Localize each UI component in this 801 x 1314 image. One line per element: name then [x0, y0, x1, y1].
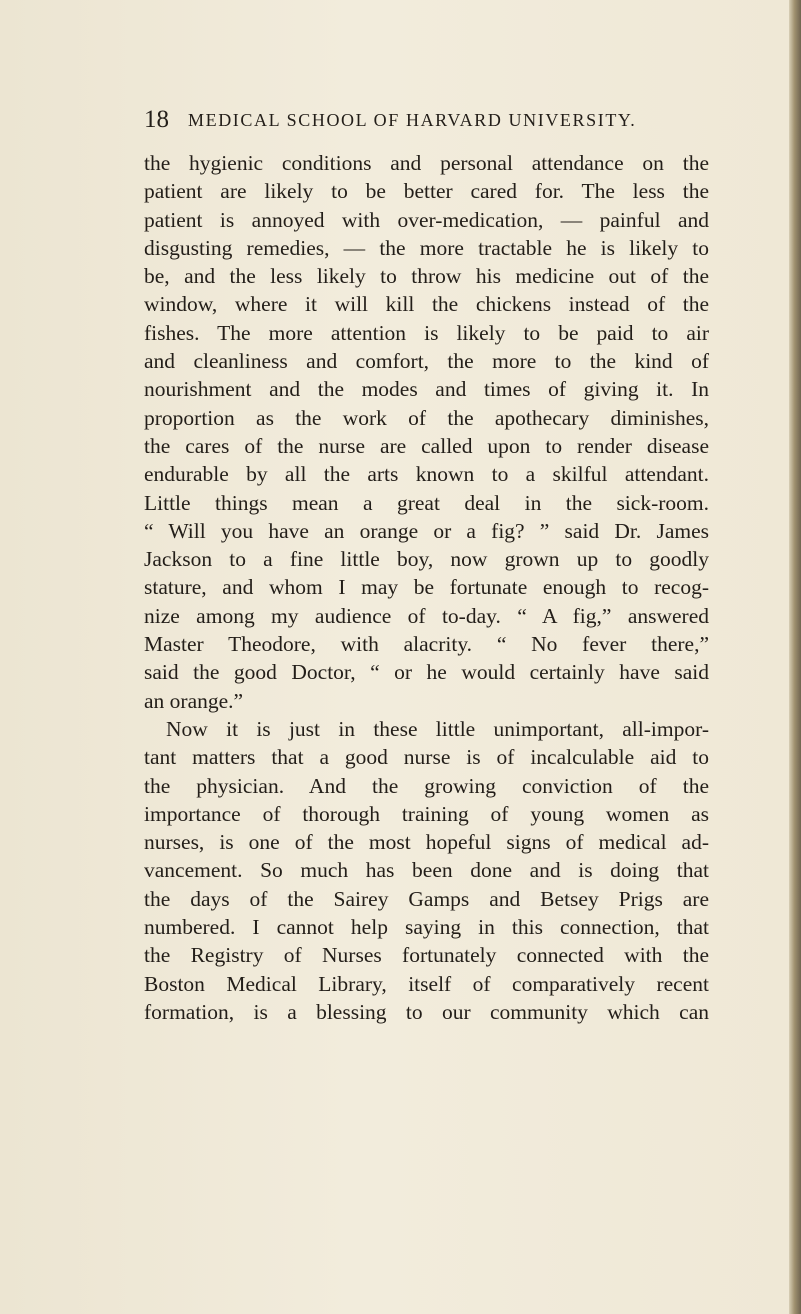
page-number: 18 — [144, 106, 169, 133]
text-line: formation, is a blessing to our community which can — [144, 999, 709, 1024]
text-line: importance of thorough training of young women as — [144, 801, 709, 826]
text-line: nize among my audience of to-day. “ A fig,” answered — [144, 603, 709, 628]
text-line: numbered. I cannot help saying in this connection, that — [144, 915, 709, 940]
text-line: Jackson to a fine little boy, now grown up to goodly — [144, 547, 709, 572]
text-line: be, and the less likely to throw his medicine out of the — [144, 264, 709, 289]
text-line: said the good Doctor, “ or he would certainly have said — [144, 660, 709, 685]
body-text — [144, 149, 709, 1026]
running-head — [144, 104, 664, 136]
text-line: tant matters that a good nurse is of incalculable aid to — [144, 745, 709, 770]
text-line: “ Will you have an orange or a fig? ” said Dr. James — [144, 518, 709, 543]
paragraph-2 — [144, 715, 709, 1026]
text-line: and cleanliness and comfort, the more to the kind of — [144, 349, 709, 374]
paragraph-1 — [144, 149, 709, 715]
page-edge-shadow — [789, 0, 801, 1314]
text-line: the hygienic conditions and personal attendance on the — [144, 151, 709, 175]
text-line: nurses, is one of the most hopeful signs of medical ad- — [144, 830, 709, 855]
text-line: the physician. And the growing conviction of the — [144, 773, 709, 798]
text-line: an orange.” — [144, 688, 244, 713]
text-line: Master Theodore, with alacrity. “ No fever there,” — [144, 632, 709, 657]
text-line: vancement. So much has been done and is doing that — [144, 858, 709, 883]
text-line: the cares of the nurse are called upon to render disease — [144, 433, 709, 458]
text-line: Now it is just in these little unimportant, all-impor- — [166, 716, 709, 741]
text-line: window, where it will kill the chickens instead of the — [144, 292, 709, 317]
text-line: fishes. The more attention is likely to be paid to air — [144, 320, 709, 345]
text-line: Boston Medical Library, itself of comparatively recent — [144, 971, 709, 996]
text-line: Little things mean a great deal in the sick-room. — [144, 490, 709, 515]
text-line: endurable by all the arts known to a skilful attendant. — [144, 462, 709, 487]
text-line: nourishment and the modes and times of giving it. In — [144, 377, 709, 402]
running-head-title: MEDICAL SCHOOL OF HARVARD UNIVERSITY. — [188, 110, 637, 130]
text-line: the Registry of Nurses fortunately connected with the — [144, 943, 709, 968]
text-line: proportion as the work of the apothecary diminishes, — [144, 405, 709, 430]
text-line: patient are likely to be better cared for. The less the — [144, 179, 709, 204]
text-line: disgusting remedies, — the more tractable he is likely to — [144, 235, 709, 260]
text-line: the days of the Sairey Gamps and Betsey Prigs are — [144, 886, 709, 911]
text-line: patient is annoyed with over-medication, — painful and — [144, 207, 709, 232]
text-line: stature, and whom I may be fortunate enough to recog- — [144, 575, 709, 600]
